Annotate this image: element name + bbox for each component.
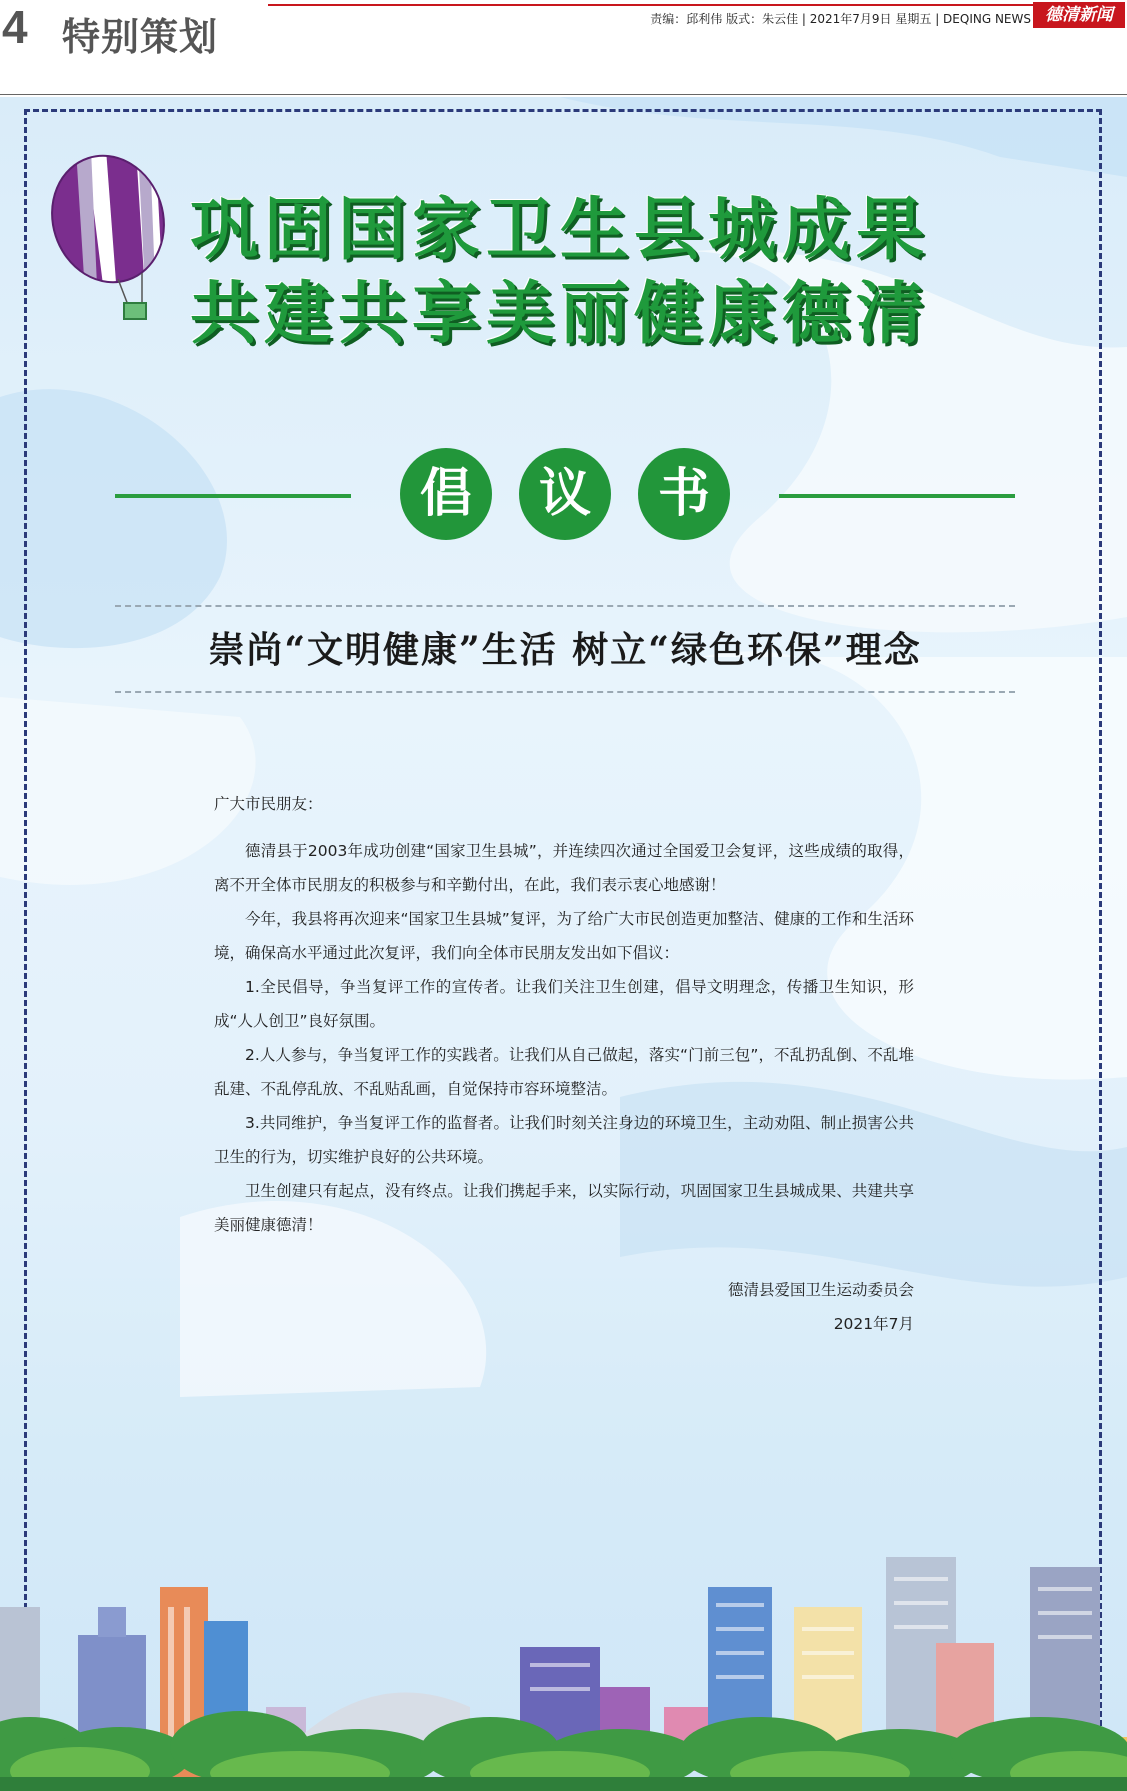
title-char-circle: 书 [638, 448, 730, 540]
letter-paragraph: 今年，我县将再次迎来“国家卫生县城”复评，为了给广大市民创造更加整洁、健康的工作和生活环境，确保高水平通过此次复评，我们向全体市民朋友发出如下倡议： [214, 910, 914, 962]
letter-greeting: 广大市民朋友： [214, 795, 323, 813]
letter-paragraph: 卫生创建只有起点，没有终点。让我们携起手来，以实际行动，巩固国家卫生县城成果、共建共享美丽健康德清！ [214, 1182, 914, 1234]
headline-line-2: 共建共享美丽健康德清 [190, 275, 931, 354]
headline-line-1: 巩固国家卫生县城成果 [190, 191, 931, 270]
motto-top-divider [115, 605, 1015, 607]
letter-paragraph: 2.人人参与，争当复评工作的实践者。让我们从自己做起，落实“门前三包”，不乱扔乱倒、不乱堆乱建、不乱停乱放、不乱贴乱画，自觉保持市容环境整洁。 [214, 1046, 914, 1098]
signature-org: 德清县爱国卫生运动委员会 [727, 1281, 914, 1299]
motto-bottom-divider [115, 691, 1015, 693]
page-number: 4 [2, 1, 28, 53]
newspaper-logo: 德清新闻 [1033, 2, 1125, 28]
masthead-info: 责编：邱利伟 版式：朱云佳 | 2021年7月9日 星期五 | DEQING NEWS [650, 12, 1031, 26]
masthead-red-rule [268, 4, 1102, 6]
newspaper-masthead [0, 0, 1127, 96]
title-right-rule [779, 494, 1015, 498]
proposal-letter-body [214, 787, 914, 1242]
signature-date: 2021年7月 [833, 1315, 914, 1333]
motto-text: 崇尚“文明健康”生活 树立“绿色环保”理念 [208, 629, 922, 671]
title-left-rule [115, 494, 351, 498]
letter-signature-block [214, 1273, 914, 1341]
city-skyline-illustration [0, 1407, 1127, 1791]
letter-paragraph: 1.全民倡导，争当复评工作的宣传者。让我们关注卫生创建，倡导文明理念，传播卫生知识，形成“人人创卫”良好氛围。 [214, 978, 914, 1030]
poster-headline [190, 189, 1070, 357]
document-title-row [115, 445, 1015, 545]
title-char-circle: 倡 [400, 448, 492, 540]
masthead-divider [0, 94, 1127, 95]
letter-paragraph: 德清县于2003年成功创建“国家卫生县城”，并连续四次通过全国爱卫会复评，这些成绩的取得，离不开全体市民朋友的积极参与和辛勤付出，在此，我们表示衷心地感谢！ [214, 842, 914, 894]
proposal-poster [0, 97, 1127, 1791]
section-title: 特别策划 [62, 15, 219, 59]
letter-paragraph: 3.共同维护，争当复评工作的监督者。让我们时刻关注身边的环境卫生，主动劝阻、制止损害公共卫生的行为，切实维护良好的公共环境。 [214, 1114, 914, 1166]
title-char-circle: 议 [519, 448, 611, 540]
hot-air-balloon-icon [46, 149, 176, 329]
